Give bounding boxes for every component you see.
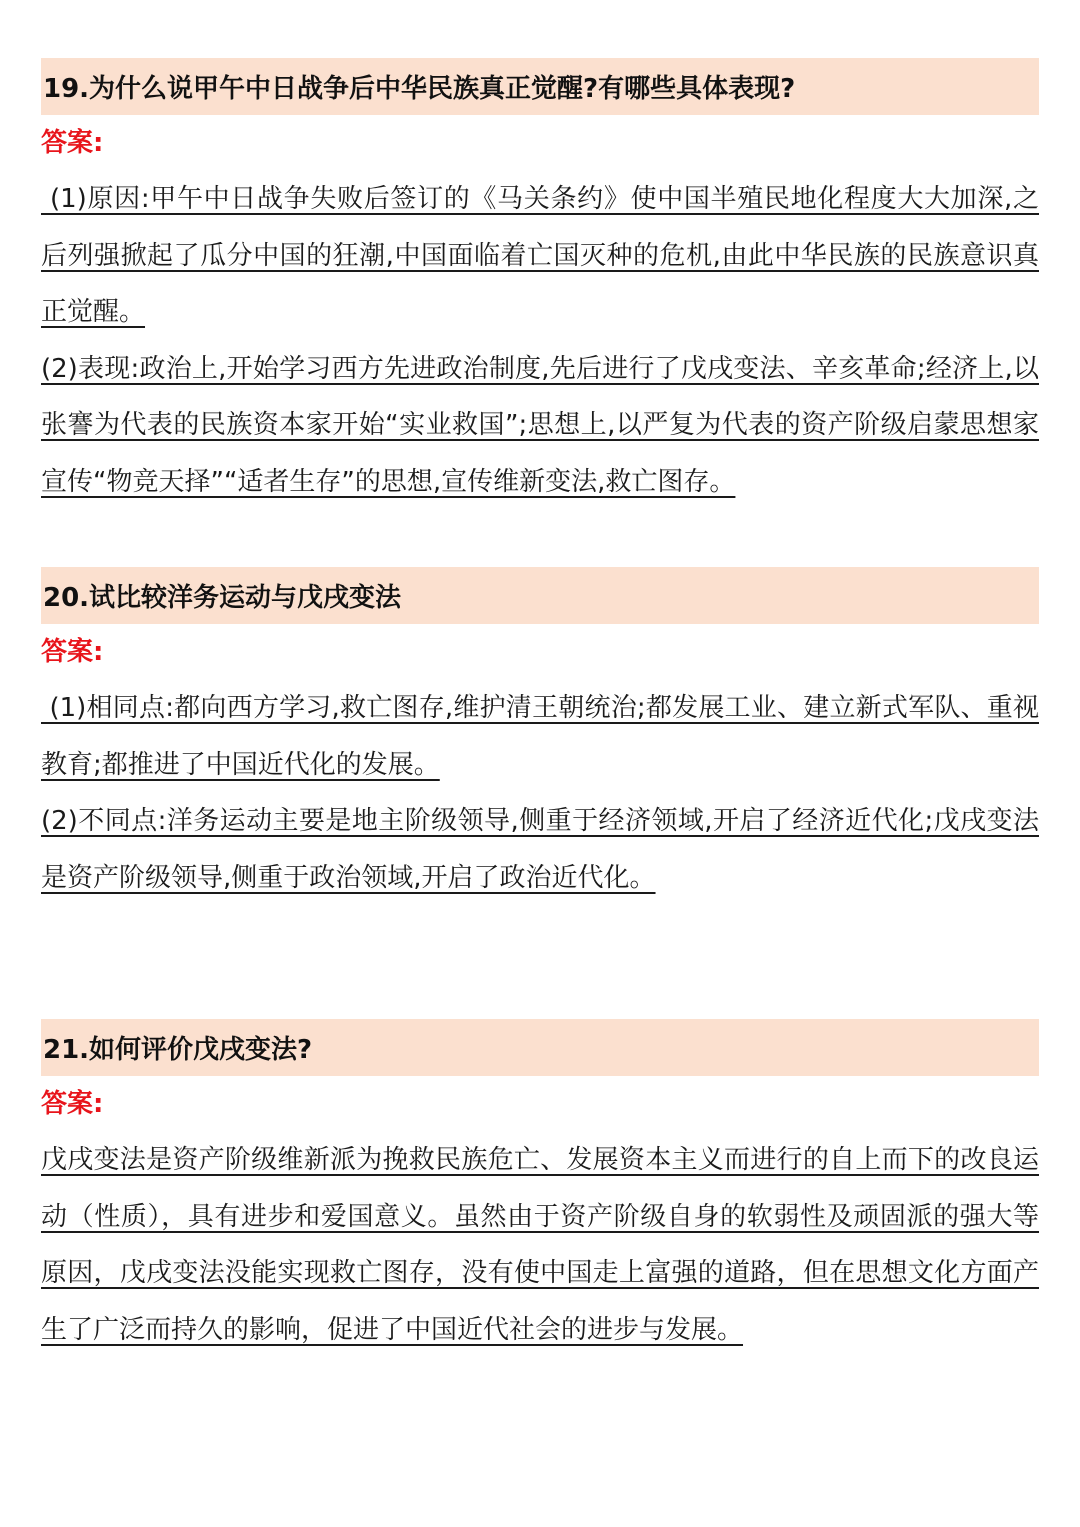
answer-paragraph <box>41 793 1039 906</box>
answer-label: 答案: <box>41 637 104 667</box>
answer-body <box>41 171 1039 510</box>
question-section-19 <box>41 58 1039 510</box>
answer-paragraph <box>41 1132 1039 1358</box>
answer-label: 答案: <box>41 1089 104 1119</box>
question-header <box>41 1019 1039 1076</box>
answer-paragraph <box>41 680 1039 793</box>
question-section-20 <box>41 567 1039 906</box>
question-header <box>41 58 1039 115</box>
question-section-21 <box>41 1019 1039 1358</box>
answer-paragraph <box>41 171 1039 341</box>
question-header <box>41 567 1039 624</box>
answer-paragraph-text: (2)表现:政治上,开始学习西方先进政治制度,先后进行了戊戌变法、辛亥革命;经济上,以张謇为代表的民族资本家开始“实业救国”;思想上,以严复为代表的资产阶级启蒙思想家宣传“物竞天择”“适者生存”的思想,宣传维新变法,救亡图存。 <box>41 353 1039 497</box>
answer-paragraph-text: (1)相同点:都向西方学习,救亡图存,维护清王朝统治;都发展工业、建立新式军队、重视教育;都推进了中国近代化的发展。 <box>41 693 1039 780</box>
answer-paragraph <box>41 341 1039 511</box>
answer-body <box>41 1132 1039 1358</box>
question-title: 20.试比较洋务运动与戊戌变法 <box>43 583 402 613</box>
question-title: 19.为什么说甲午中日战争后中华民族真正觉醒?有哪些具体表现? <box>43 74 796 104</box>
answer-label: 答案: <box>41 128 104 158</box>
answer-body <box>41 680 1039 906</box>
answer-paragraph-text: (2)不同点:洋务运动主要是地主阶级领导,侧重于经济领域,开启了经济近代化;戊戌变法是资产阶级领导,侧重于政治领域,开启了政治近代化。 <box>41 806 1039 893</box>
answer-paragraph-text: (1)原因:甲午中日战争失败后签订的《马关条约》使中国半殖民地化程度大大加深,之后列强掀起了瓜分中国的狂潮,中国面临着亡国灭种的危机,由此中华民族的民族意识真正觉醒。 <box>41 184 1039 327</box>
answer-paragraph-text: 戊戌变法是资产阶级维新派为挽救民族危亡、发展资本主义而进行的自上而下的改良运动（性质），具有进步和爱国意义。虽然由于资产阶级自身的软弱性及顽固派的强大等原因，戊戌变法没能实现救亡图存，没有使中国走上富强的道路，但在思想文化方面产生了广泛而持久的影响，促进了中国近代社会的进步与发展。 <box>41 1145 1039 1345</box>
question-title: 21.如何评价戊戌变法? <box>43 1035 313 1065</box>
